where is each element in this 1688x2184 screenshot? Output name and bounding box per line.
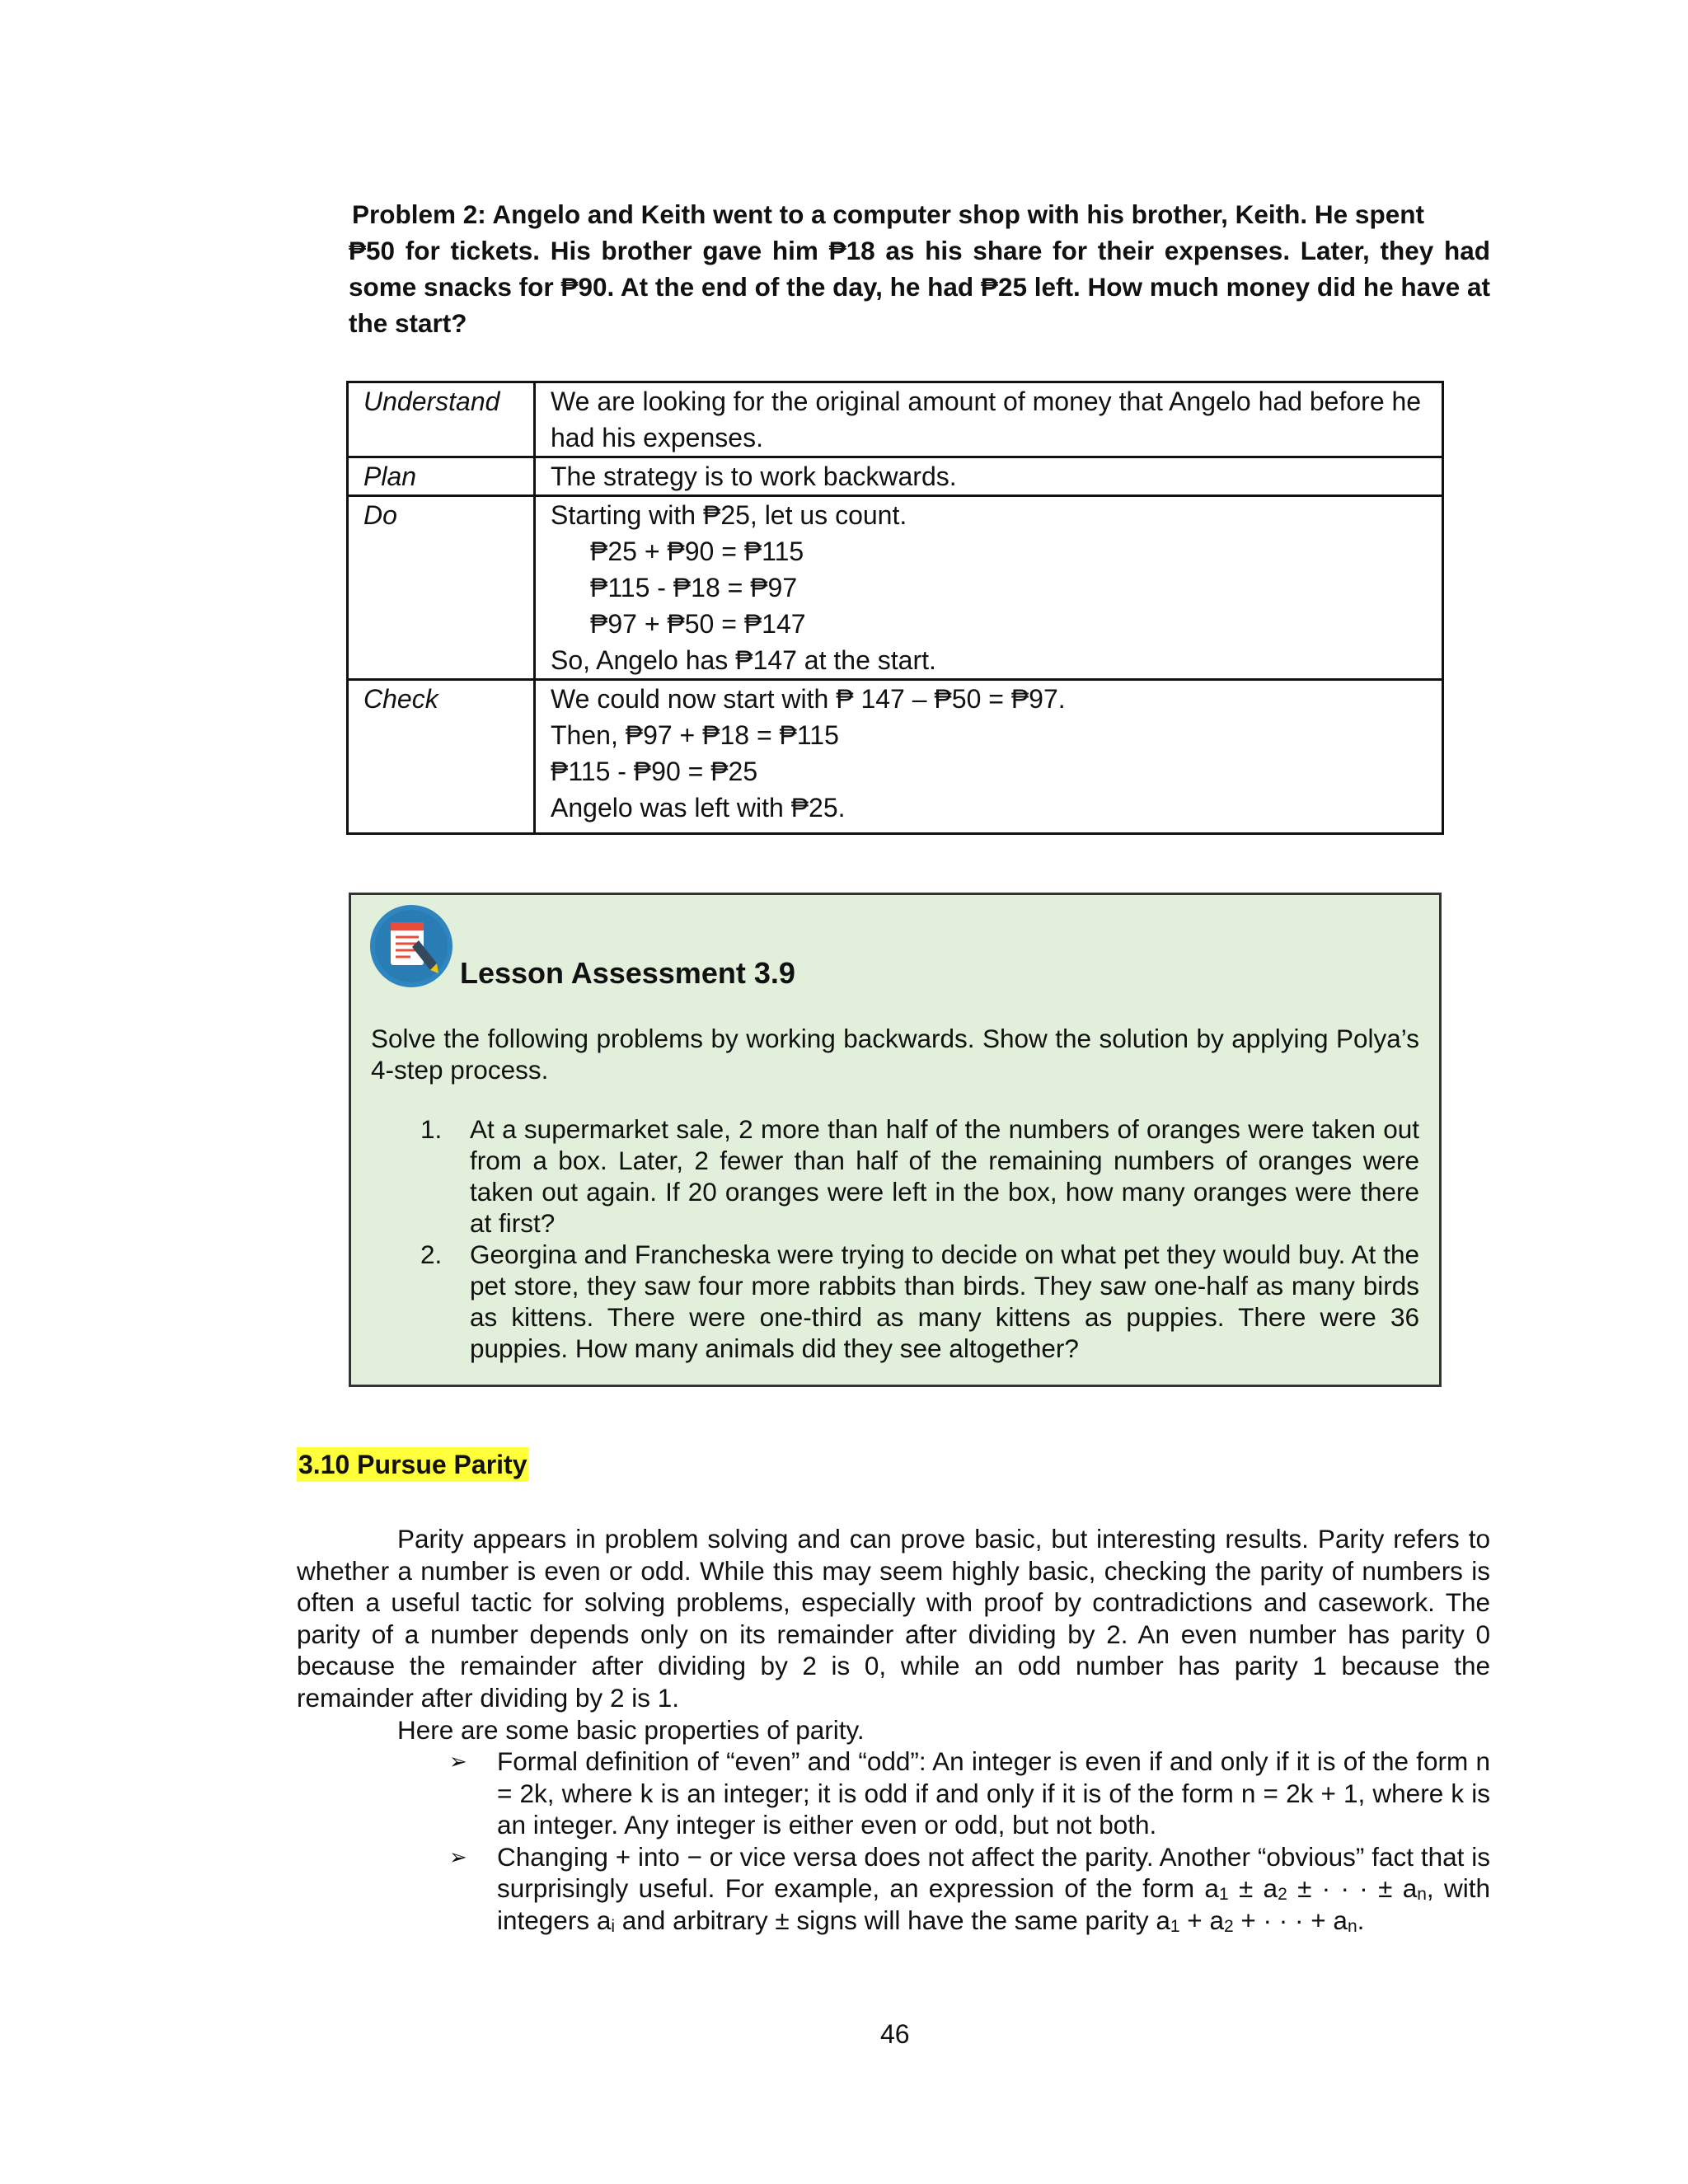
list-item-text: Formal definition of “even” and “odd”: An integer is even if and only if it is of the form n = 2k, where k is an integer; it is odd if and only if it is of the form n = 2k + 1, where k is an integer. Any integer is either even or odd, but not both. bbox=[497, 1746, 1490, 1840]
notebook-pencil-icon bbox=[369, 904, 453, 988]
table-row-do bbox=[348, 496, 1443, 680]
table-row-understand bbox=[348, 382, 1443, 457]
do-line: ₱115 - ₱18 = ₱97 bbox=[590, 573, 798, 602]
problem-statement-line1: Problem 2: Angelo and Keith went to a computer shop with his brother, Keith. He spent bbox=[352, 199, 1424, 229]
polya-steps-table bbox=[346, 381, 1444, 835]
step-label-do: Do bbox=[348, 496, 535, 680]
parity-properties-list bbox=[449, 1746, 1490, 1936]
step-text-do bbox=[535, 496, 1443, 680]
check-line: Angelo was left with ₱25. bbox=[551, 793, 846, 823]
page-number: 46 bbox=[880, 2019, 910, 2049]
problem-statement-rest: ₱50 for tickets. His brother gave him ₱18 as his share for their expenses. Later, they had some snacks for ₱90. At the end of the day, he had ₱25 left. How much money did he have at the start? bbox=[349, 236, 1490, 338]
list-item-text: Georgina and Francheska were trying to decide on what pet they would buy. At the pet store, they saw four more rabbits than birds. They saw one-half as many birds as kittens. There were one-third as many kittens as puppies. There were 36 puppies. How many animals did they see altogether? bbox=[470, 1240, 1419, 1363]
list-item bbox=[449, 1841, 1490, 1937]
assessment-problem-list bbox=[371, 1113, 1419, 1364]
check-line: We could now start with ₱ 147 – ₱50 = ₱97. bbox=[551, 684, 1066, 714]
list-item-text: Changing + into − or vice versa does not affect the parity. Another “obvious” fact that is surprisingly useful. For example, an expression of the form $a_1 \pm a_2$ ± · · · ± $a_n$, with integers $a_i$ and arbitrary ± signs will have the same parity $a_1 + a_2$ + · · · + $a_n$. bbox=[497, 1841, 1490, 1936]
list-item-number: 2. bbox=[420, 1240, 443, 1269]
step-text-plan: The strategy is to work backwards. bbox=[535, 457, 1443, 496]
section-heading: 3.10 Pursue Parity bbox=[297, 1447, 528, 1482]
step-label-plan: Plan bbox=[348, 457, 535, 496]
step-text-understand: We are looking for the original amount of money that Angelo had before he had his expenses. bbox=[535, 382, 1443, 457]
list-item bbox=[371, 1239, 1419, 1364]
do-line: So, Angelo has ₱147 at the start. bbox=[551, 645, 936, 675]
arrowhead-bullet-icon: ➢ bbox=[449, 1844, 467, 1869]
do-line: ₱97 + ₱50 = ₱147 bbox=[590, 609, 806, 639]
step-label-check: Check bbox=[348, 680, 535, 834]
list-item-number: 1. bbox=[420, 1114, 443, 1144]
do-line: ₱25 + ₱90 = ₱115 bbox=[590, 537, 804, 566]
parity-paragraph: Parity appears in problem solving and can prove basic, but interesting results. Parity refers to whether a number is even or odd. While this may seem highly basic, checking the parity of numbers is often a useful tactic for solving problems, especially with proof by contradictions and casework. The parity of a number depends only on its remainder after dividing by 2. An even number has parity 0 because the remainder after dividing by 2 is 0, while an odd number has parity 1 because the remainder after dividing by 2 is 1. bbox=[297, 1524, 1490, 1713]
table-row-plan bbox=[348, 457, 1443, 496]
step-label-understand: Understand bbox=[348, 382, 535, 457]
do-line: Starting with ₱25, let us count. bbox=[551, 500, 907, 530]
check-line: Then, ₱97 + ₱18 = ₱115 bbox=[551, 720, 839, 750]
list-item bbox=[371, 1113, 1419, 1239]
check-line: ₱115 - ₱90 = ₱25 bbox=[551, 757, 758, 786]
list-item-text: At a supermarket sale, 2 more than half of the numbers of oranges were taken out from a box. Later, 2 fewer than half of the remaining numbers of oranges were taken out again. If 20 oranges were left in the box, how many oranges were there at first? bbox=[470, 1114, 1419, 1238]
arrowhead-bullet-icon: ➢ bbox=[449, 1749, 467, 1774]
table-row-check bbox=[348, 680, 1443, 834]
assessment-instructions: Solve the following problems by working backwards. Show the solution by applying Polya’s 4-step process. bbox=[371, 1024, 1419, 1085]
problem-statement bbox=[349, 196, 1490, 341]
list-item bbox=[449, 1746, 1490, 1841]
properties-intro: Here are some basic properties of parity. bbox=[397, 1715, 865, 1745]
step-text-check bbox=[535, 680, 1443, 834]
assessment-title: Lesson Assessment 3.9 bbox=[460, 956, 795, 990]
